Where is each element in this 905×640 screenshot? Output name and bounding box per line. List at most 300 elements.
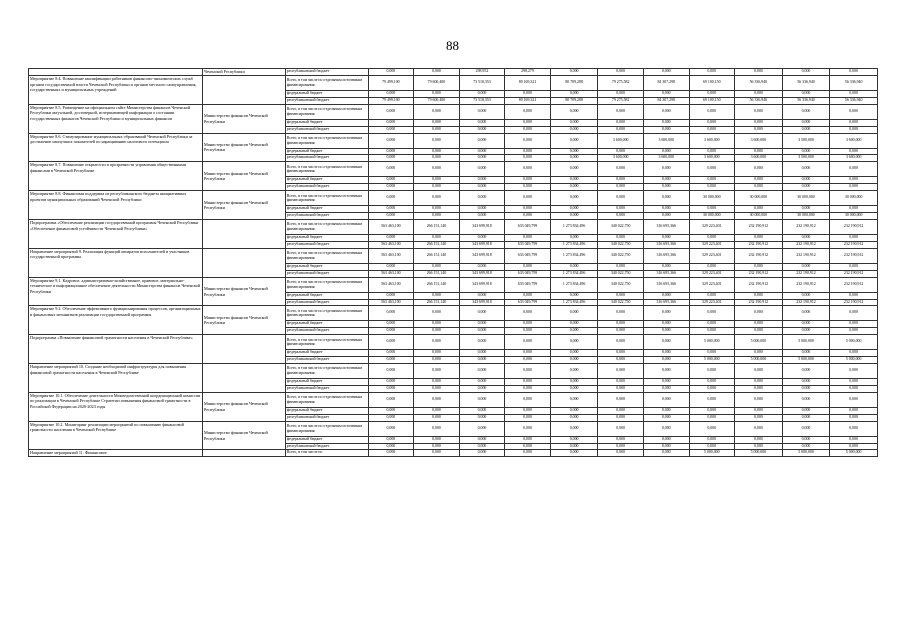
value-cell: 329 223,401 — [689, 277, 735, 292]
value-cell: 0,000 — [505, 177, 551, 184]
value-cell: 0,000 — [735, 407, 783, 414]
value-cell: 0,000 — [550, 191, 598, 206]
value-cell: 0,000 — [505, 126, 551, 133]
value-cell: 0,000 — [550, 155, 598, 162]
value-cell: 0,000 — [689, 321, 735, 328]
value-cell: 0,000 — [459, 364, 505, 379]
value-cell: 0,000 — [459, 155, 505, 162]
value-cell: 0,000 — [689, 443, 735, 450]
value-cell: 0,000 — [643, 350, 689, 357]
value-cell: 0,000 — [830, 350, 878, 357]
source-cell: Всего, в том числе по отдельным источникам финансирования: — [285, 191, 368, 206]
value-cell: 0,000 — [643, 126, 689, 133]
value-cell: 0,000 — [459, 213, 505, 220]
value-cell: 0,000 — [368, 321, 414, 328]
value-cell: 3 500,000 — [782, 133, 830, 148]
source-cell: Всего, в том числе по отдельным источникам финансирования: — [285, 104, 368, 119]
value-cell: 0,000 — [735, 104, 783, 119]
value-cell: 5 000,000 — [735, 335, 783, 350]
executor-cell — [202, 450, 285, 457]
source-cell: республиканский бюджет — [285, 184, 368, 191]
executor-cell: Чеченской Республики — [202, 69, 285, 76]
value-cell: 563 463,100 — [368, 219, 414, 234]
source-cell: Всего, в том числе по отдельным источникам финансирования: — [285, 392, 368, 407]
value-cell: 0,000 — [689, 184, 735, 191]
value-cell: 0,000 — [830, 306, 878, 321]
value-cell: 0,000 — [505, 234, 551, 241]
value-cell: 0,000 — [414, 191, 460, 206]
value-cell: 0,000 — [414, 126, 460, 133]
value-cell: 0,000 — [505, 133, 551, 148]
value-cell: 56 336,940 — [735, 75, 783, 90]
value-cell: 0,000 — [689, 421, 735, 436]
value-cell: 0,000 — [643, 436, 689, 443]
value-cell: 0,000 — [830, 104, 878, 119]
value-cell: 79 499,100 — [368, 75, 414, 90]
source-cell: Всего, в том числе по отдельным источникам финансирования: — [285, 248, 368, 263]
page-number: 88 — [446, 38, 459, 53]
value-cell: 0,000 — [782, 148, 830, 155]
value-cell: 0,000 — [459, 234, 505, 241]
value-cell: 0,000 — [459, 321, 505, 328]
value-cell: 232 190,912 — [830, 299, 878, 306]
value-cell: 0,000 — [459, 263, 505, 270]
value-cell: 0,000 — [735, 436, 783, 443]
value-cell: 0,000 — [550, 364, 598, 379]
value-cell: 0,000 — [643, 191, 689, 206]
value-cell: 0,000 — [735, 206, 783, 213]
value-cell: 0,000 — [689, 392, 735, 407]
value-cell: 0,000 — [505, 414, 551, 421]
source-cell: Всего, в том числе по отдельным источникам финансирования: — [285, 75, 368, 90]
value-cell: 0,000 — [830, 162, 878, 177]
value-cell: 0,000 — [830, 292, 878, 299]
value-cell: 3 500,000 — [782, 155, 830, 162]
value-cell: 0,000 — [830, 126, 878, 133]
value-cell: 0,000 — [368, 213, 414, 220]
value-cell: 3 600,000 — [643, 155, 689, 162]
value-cell: 0,000 — [368, 90, 414, 97]
executor-cell — [202, 219, 285, 248]
value-cell: 0,000 — [414, 414, 460, 421]
value-cell: 0,000 — [459, 133, 505, 148]
value-cell: 0,000 — [735, 414, 783, 421]
value-cell: 0,000 — [830, 206, 878, 213]
value-cell: 0,000 — [505, 213, 551, 220]
value-cell: 232 190,912 — [782, 219, 830, 234]
source-cell: республиканский бюджет — [285, 126, 368, 133]
value-cell: 0,000 — [368, 126, 414, 133]
value-cell: 633 049,799 — [505, 219, 551, 234]
value-cell: 0,000 — [735, 306, 783, 321]
value-cell: 0,000 — [368, 392, 414, 407]
value-cell: 0,000 — [782, 69, 830, 76]
value-cell: 232 190,912 — [830, 248, 878, 263]
value-cell: 0,000 — [505, 292, 551, 299]
value-cell: 0,000 — [598, 436, 644, 443]
value-cell: 30 000,000 — [689, 191, 735, 206]
activity-name: Направление мероприятий 10. Создание необходимой инфраструктуры для повышения финансовой грамотности населения в Чеченской Республике — [29, 364, 203, 393]
value-cell: 343 699,918 — [459, 299, 505, 306]
value-cell: 0,000 — [459, 392, 505, 407]
value-cell: 232 190,912 — [782, 277, 830, 292]
value-cell: 0,000 — [735, 69, 783, 76]
value-cell: 633 049,799 — [505, 277, 551, 292]
value-cell: 0,000 — [643, 162, 689, 177]
value-cell: 0,000 — [414, 162, 460, 177]
executor-cell — [202, 75, 285, 104]
value-cell: 0,000 — [414, 306, 460, 321]
executor-cell — [202, 335, 285, 364]
value-cell: 0,000 — [689, 414, 735, 421]
value-cell: 0,000 — [414, 104, 460, 119]
name-cell — [29, 69, 203, 76]
value-cell: 0,000 — [782, 350, 830, 357]
value-cell: 0,000 — [505, 450, 551, 457]
value-cell: 0,000 — [459, 379, 505, 386]
activity-name: Направление мероприятий 9. Реализация функций аппаратов исполнителей и участников государственной программы — [29, 248, 203, 277]
value-cell: 0,000 — [735, 177, 783, 184]
value-cell: 30 000,000 — [689, 213, 735, 220]
value-cell: 79 600,400 — [414, 75, 460, 90]
value-cell: 80 169,321 — [505, 97, 551, 104]
activity-name: Мероприятие 8.4. Повышение квалификации работников финансово-экономических служб органов государственной власти Чеченской Республики и органов местного самоуправления, государственных и муниципальных учреждений — [29, 75, 203, 104]
activity-name: Мероприятие 10.2. Мониторинг реализации мероприятий по повышению финансовой грамотности населения в Чеченской Республике — [29, 421, 203, 450]
value-cell: 0,000 — [459, 126, 505, 133]
value-cell: 0,000 — [368, 292, 414, 299]
value-cell: 0,000 — [643, 104, 689, 119]
value-cell: 0,000 — [782, 126, 830, 133]
value-cell: 0,000 — [414, 407, 460, 414]
value-cell: 0,000 — [735, 379, 783, 386]
value-cell: 0,000 — [643, 184, 689, 191]
value-cell: 343 699,918 — [459, 219, 505, 234]
value-cell: 0,000 — [735, 328, 783, 335]
value-cell: 0,000 — [414, 436, 460, 443]
value-cell: 1 273 834,496 — [550, 219, 598, 234]
value-cell: 232 190,912 — [830, 270, 878, 277]
value-cell: 0,000 — [782, 328, 830, 335]
value-cell: 0,000 — [550, 90, 598, 97]
value-cell: 232 190,912 — [735, 241, 783, 248]
value-cell: 0,000 — [459, 177, 505, 184]
value-cell: 0,000 — [505, 350, 551, 357]
value-cell: 0,000 — [459, 90, 505, 97]
value-cell: 0,000 — [550, 234, 598, 241]
value-cell: 232 190,912 — [830, 241, 878, 248]
value-cell: 0,000 — [505, 191, 551, 206]
value-cell: 0,000 — [782, 321, 830, 328]
value-cell: 0,000 — [643, 213, 689, 220]
value-cell: 0,000 — [735, 234, 783, 241]
value-cell: 0,000 — [782, 364, 830, 379]
value-cell: 340 022,750 — [598, 270, 644, 277]
value-cell: 0,000 — [414, 119, 460, 126]
value-cell: 0,000 — [368, 69, 414, 76]
value-cell: 0,000 — [689, 69, 735, 76]
value-cell: 3 600,000 — [643, 133, 689, 148]
value-cell: 0,000 — [368, 206, 414, 213]
value-cell: 0,000 — [368, 148, 414, 155]
value-cell: 0,000 — [459, 335, 505, 350]
value-cell: 0,000 — [782, 162, 830, 177]
value-cell: 0,000 — [505, 392, 551, 407]
value-cell: 0,000 — [550, 385, 598, 392]
value-cell: 0,000 — [830, 148, 878, 155]
value-cell: 266 151,140 — [414, 241, 460, 248]
value-cell: 0,000 — [689, 234, 735, 241]
value-cell: 0,000 — [782, 436, 830, 443]
value-cell: 340 022,750 — [598, 277, 644, 292]
source-cell: Всего, в том числе по отдельным источникам финансирования: — [285, 219, 368, 234]
value-cell: 0,000 — [414, 234, 460, 241]
value-cell: 0,000 — [505, 407, 551, 414]
value-cell: 0,000 — [689, 350, 735, 357]
value-cell: 0,000 — [550, 450, 598, 457]
source-cell: республиканский бюджет — [285, 443, 368, 450]
value-cell: 80 709,288 — [550, 75, 598, 90]
source-cell: федеральный бюджет — [285, 148, 368, 155]
executor-cell — [202, 364, 285, 393]
value-cell: 0,000 — [782, 177, 830, 184]
value-cell: 69 100,150 — [689, 75, 735, 90]
source-cell: федеральный бюджет — [285, 119, 368, 126]
value-cell: 0,000 — [735, 350, 783, 357]
value-cell: 0,000 — [368, 414, 414, 421]
value-cell: 0,000 — [459, 191, 505, 206]
value-cell: 0,000 — [414, 177, 460, 184]
value-cell: 266 151,140 — [414, 270, 460, 277]
value-cell: 3 600,000 — [598, 155, 644, 162]
value-cell: 0,000 — [643, 148, 689, 155]
value-cell: 0,000 — [643, 357, 689, 364]
executor-cell: Министерство финансов Чеченской Республики — [202, 133, 285, 162]
source-cell: Всего, в том числе по отдельным источникам финансирования: — [285, 335, 368, 350]
table-row — [29, 69, 878, 76]
value-cell: 0,000 — [414, 184, 460, 191]
value-cell: 0,000 — [689, 177, 735, 184]
value-cell: 5 000,000 — [689, 450, 735, 457]
value-cell: 0,000 — [414, 263, 460, 270]
source-cell: республиканский бюджет — [285, 414, 368, 421]
value-cell: 3 600,000 — [735, 155, 783, 162]
value-cell: 232 190,912 — [782, 270, 830, 277]
value-cell: 80 169,321 — [505, 75, 551, 90]
value-cell: 5 000,000 — [830, 335, 878, 350]
value-cell: 0,000 — [550, 206, 598, 213]
value-cell: 0,000 — [505, 421, 551, 436]
value-cell: 0,000 — [830, 443, 878, 450]
value-cell: 0,000 — [643, 414, 689, 421]
value-cell: 0,000 — [689, 364, 735, 379]
source-cell: республиканский бюджет — [285, 270, 368, 277]
value-cell: 0,000 — [830, 184, 878, 191]
value-cell: 0,000 — [643, 321, 689, 328]
value-cell: 0,000 — [643, 379, 689, 386]
value-cell: 0,000 — [505, 306, 551, 321]
value-cell: 0,000 — [550, 104, 598, 119]
source-cell: республиканский бюджет — [285, 241, 368, 248]
value-cell: 0,000 — [368, 177, 414, 184]
value-cell: 3 600,000 — [735, 133, 783, 148]
value-cell: 0,000 — [782, 443, 830, 450]
value-cell: 0,000 — [782, 421, 830, 436]
value-cell: 232 190,912 — [735, 248, 783, 263]
value-cell: 0,000 — [368, 263, 414, 270]
value-cell: 0,000 — [368, 162, 414, 177]
value-cell: 0,000 — [414, 443, 460, 450]
value-cell: 343 699,918 — [459, 277, 505, 292]
value-cell: 563 463,100 — [368, 248, 414, 263]
value-cell: 0,000 — [550, 162, 598, 177]
value-cell: 340 022,750 — [598, 219, 644, 234]
value-cell: 0,000 — [830, 119, 878, 126]
value-cell: 0,000 — [830, 421, 878, 436]
value-cell: 0,000 — [368, 407, 414, 414]
value-cell: 0,000 — [505, 385, 551, 392]
value-cell: 633 049,799 — [505, 248, 551, 263]
executor-cell — [202, 248, 285, 277]
value-cell: 0,000 — [505, 328, 551, 335]
value-cell: 5 000,000 — [830, 357, 878, 364]
activity-name: Мероприятие 10.1. Обеспечение деятельности Межведомственной координационной комиссии по реализации в Чеченской Республике Стратегии повышения финансовой грамотности в Российской Федерации на 2020-2023 годы — [29, 392, 203, 421]
value-cell: 0,000 — [689, 162, 735, 177]
value-cell: 0,000 — [782, 292, 830, 299]
value-cell: 340 022,750 — [598, 299, 644, 306]
value-cell: 0,000 — [830, 407, 878, 414]
value-cell: 0,000 — [505, 184, 551, 191]
value-cell: 0,000 — [414, 421, 460, 436]
budget-table — [28, 68, 878, 457]
value-cell: 0,000 — [505, 364, 551, 379]
value-cell: 0,000 — [643, 234, 689, 241]
value-cell: 0,000 — [459, 407, 505, 414]
activity-name: Мероприятие 8.6. Стимулирование муниципальных образований Чеченской Республики за достижение наилучших показателей по наращиванию налогового потенциала — [29, 133, 203, 162]
value-cell: 0,000 — [782, 379, 830, 386]
value-cell: 0,000 — [368, 191, 414, 206]
value-cell: 633 049,799 — [505, 270, 551, 277]
value-cell: 343 699,918 — [459, 241, 505, 248]
value-cell: 0,000 — [505, 104, 551, 119]
value-cell: 80 709,288 — [550, 97, 598, 104]
value-cell: 0,000 — [550, 443, 598, 450]
value-cell: 0,000 — [368, 421, 414, 436]
value-cell: 0,000 — [368, 443, 414, 450]
source-cell: федеральный бюджет — [285, 292, 368, 299]
value-cell: 0,000 — [550, 421, 598, 436]
source-cell: республиканский бюджет — [285, 213, 368, 220]
value-cell: 0,000 — [643, 328, 689, 335]
executor-cell: Министерство финансов Чеченской Республики — [202, 162, 285, 191]
value-cell: 0,000 — [414, 364, 460, 379]
value-cell: 0,000 — [505, 90, 551, 97]
value-cell: 0,000 — [459, 414, 505, 421]
value-cell: 0,000 — [414, 357, 460, 364]
value-cell: 0,000 — [735, 184, 783, 191]
value-cell: 1 273 834,496 — [550, 248, 598, 263]
value-cell: 0,000 — [368, 335, 414, 350]
value-cell: 0,000 — [598, 292, 644, 299]
value-cell: 0,000 — [598, 213, 644, 220]
value-cell: 0,000 — [598, 443, 644, 450]
value-cell: 0,000 — [643, 206, 689, 213]
value-cell: 0,000 — [414, 335, 460, 350]
source-cell: федеральный бюджет — [285, 234, 368, 241]
value-cell: 0,000 — [830, 69, 878, 76]
value-cell: 0,000 — [643, 385, 689, 392]
source-cell: федеральный бюджет — [285, 321, 368, 328]
source-cell: республиканский бюджет — [285, 357, 368, 364]
value-cell: 0,000 — [414, 292, 460, 299]
activity-name: Подпрограмма «Повышение финансовой грамотности населения в Чеченской Республике» — [29, 335, 203, 364]
value-cell: 232 190,912 — [735, 277, 783, 292]
value-cell: 0,000 — [550, 126, 598, 133]
value-cell: 563 463,100 — [368, 299, 414, 306]
value-cell: 56 336,940 — [782, 75, 830, 90]
value-cell: 0,000 — [598, 321, 644, 328]
source-cell: республиканский бюджет — [285, 69, 368, 76]
value-cell: 316 695,366 — [643, 219, 689, 234]
value-cell: 0,000 — [689, 436, 735, 443]
value-cell: 0,000 — [459, 385, 505, 392]
value-cell: 0,000 — [598, 385, 644, 392]
value-cell: 329 223,401 — [689, 270, 735, 277]
source-cell: федеральный бюджет — [285, 263, 368, 270]
value-cell: 329 223,401 — [689, 299, 735, 306]
value-cell: 0,000 — [782, 184, 830, 191]
value-cell: 0,000 — [368, 450, 414, 457]
activity-name: Мероприятие 8.7. Повышение открытости и прозрачности управления общественными финансами в Чеченской Республике — [29, 162, 203, 191]
value-cell: 0,000 — [598, 69, 644, 76]
value-cell: 0,000 — [830, 436, 878, 443]
value-cell: 0,000 — [368, 155, 414, 162]
value-cell: 0,000 — [689, 292, 735, 299]
source-cell: Всего, в том числе по отдельным источникам финансирования: — [285, 364, 368, 379]
value-cell: 0,000 — [459, 443, 505, 450]
value-cell: 73 518,353 — [459, 97, 505, 104]
value-cell: 0,000 — [505, 148, 551, 155]
value-cell: 73 518,353 — [459, 75, 505, 90]
value-cell: 0,000 — [598, 364, 644, 379]
value-cell: 0,000 — [735, 364, 783, 379]
value-cell: 0,000 — [689, 407, 735, 414]
value-cell: 0,000 — [598, 306, 644, 321]
value-cell: 0,000 — [368, 436, 414, 443]
value-cell: 1 273 834,496 — [550, 277, 598, 292]
value-cell: 316 695,366 — [643, 270, 689, 277]
value-cell: 0,000 — [782, 407, 830, 414]
activity-name: Мероприятие 8.5. Размещение на официальном сайте Министерства финансов Чеченской Республики актуальной, достоверной, исчерпывающей информации о состоянии государственных финансов Чеченской Республики и муниципальных финансов — [29, 104, 203, 133]
value-cell: 0,000 — [505, 119, 551, 126]
value-cell: 30 000,000 — [830, 191, 878, 206]
value-cell: 0,000 — [735, 162, 783, 177]
value-cell: 0,000 — [414, 90, 460, 97]
table-row — [29, 450, 878, 457]
value-cell: 5 000,000 — [830, 450, 878, 457]
value-cell: 79 275,582 — [598, 75, 644, 90]
value-cell: 0,000 — [368, 350, 414, 357]
value-cell: 0,000 — [550, 119, 598, 126]
value-cell: 79 600,400 — [414, 97, 460, 104]
value-cell: 0,000 — [459, 119, 505, 126]
source-cell: Всего, в том числе по отдельным источникам финансирования: — [285, 306, 368, 321]
value-cell: 5 000,000 — [735, 357, 783, 364]
value-cell: 298,952 — [459, 69, 505, 76]
value-cell: 0,000 — [689, 90, 735, 97]
value-cell: 84 307,298 — [643, 75, 689, 90]
value-cell: 0,000 — [550, 436, 598, 443]
value-cell: 0,000 — [459, 421, 505, 436]
